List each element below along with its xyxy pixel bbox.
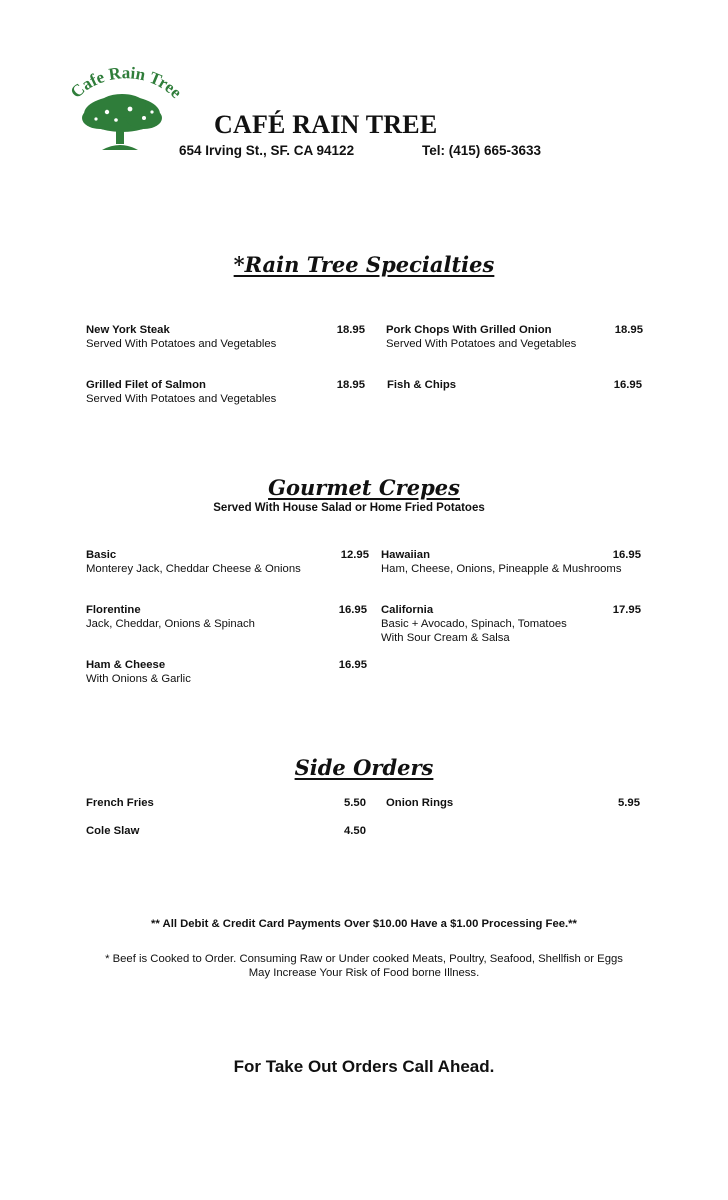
item-price: 5.50: [344, 797, 366, 809]
menu-item: [387, 378, 642, 392]
section-title-specialties: *Rain Tree Specialties: [233, 252, 495, 277]
menu-item: [386, 796, 640, 810]
item-description: Served With Potatoes and Vegetables: [86, 338, 277, 350]
item-description: With Sour Cream & Salsa: [381, 632, 510, 644]
item-description: With Onions & Garlic: [86, 673, 191, 685]
item-name: New York Steak: [86, 324, 170, 336]
item-description: Served With Potatoes and Vegetables: [86, 393, 277, 405]
item-name: Hawaiian: [381, 549, 430, 561]
menu-item: [86, 548, 369, 576]
cafe-logo: [52, 62, 196, 158]
menu-item: [86, 323, 365, 351]
item-name: French Fries: [86, 797, 154, 809]
menu-item: [381, 548, 641, 576]
food-warning-line-1: * Beef is Cooked to Order. Consuming Raw or Under cooked Meats, Poultry, Seafood, Shellfish or Eggs: [105, 953, 623, 965]
menu-item: [86, 824, 366, 838]
phone-number: Tel: (415) 665-3633: [422, 143, 542, 158]
item-description: Basic + Avocado, Spinach, Tomatoes: [381, 618, 567, 630]
page-title: CAFÉ RAIN TREE: [214, 110, 438, 139]
menu-item: [86, 378, 365, 406]
item-name: Grilled Filet of Salmon: [86, 379, 206, 391]
item-price: 16.95: [338, 604, 367, 616]
item-name: California: [381, 604, 434, 616]
menu-item: [381, 603, 641, 645]
item-price: 4.50: [344, 825, 366, 837]
section-title-crepes: Gourmet Crepes: [268, 475, 460, 500]
item-price: 17.95: [612, 604, 641, 616]
menu-item: [86, 658, 367, 686]
item-price: 16.95: [338, 659, 367, 671]
item-name: Onion Rings: [386, 797, 454, 809]
menu-item: [386, 323, 643, 351]
item-price: 18.95: [614, 324, 643, 336]
section-title-sides: Side Orders: [294, 755, 434, 780]
item-description: Jack, Cheddar, Onions & Spinach: [86, 618, 255, 630]
food-warning-line-2: May Increase Your Risk of Food borne Illness.: [248, 967, 480, 979]
item-price: 16.95: [613, 379, 642, 391]
item-description: Monterey Jack, Cheddar Cheese & Onions: [86, 563, 301, 575]
item-description: Served With Potatoes and Vegetables: [386, 338, 577, 350]
item-name: Basic: [86, 549, 117, 561]
item-name: Florentine: [86, 604, 141, 616]
item-name: Pork Chops With Grilled Onion: [386, 324, 552, 336]
item-name: Fish & Chips: [387, 379, 457, 391]
item-name: Ham & Cheese: [86, 659, 166, 671]
item-name: Cole Slaw: [86, 825, 140, 837]
item-price: 18.95: [336, 324, 365, 336]
item-price: 16.95: [612, 549, 641, 561]
item-price: 5.95: [618, 797, 640, 809]
logo-lettering: Cafe Rain Tree: [66, 63, 186, 102]
item-price: 12.95: [340, 549, 369, 561]
item-price: 18.95: [336, 379, 365, 391]
section-subtitle-crepes: Served With House Salad or Home Fried Potatoes: [213, 502, 485, 514]
address: 654 Irving St., SF. CA 94122: [179, 143, 355, 158]
menu-item: [86, 796, 366, 810]
tree-icon: [82, 94, 162, 150]
menu-item: [86, 603, 367, 631]
payment-fee-notice: ** All Debit & Credit Card Payments Over $10.00 Have a $1.00 Processing Fee.**: [151, 918, 577, 930]
item-description: Ham, Cheese, Onions, Pineapple & Mushrooms: [381, 563, 622, 575]
takeout-notice: For Take Out Orders Call Ahead.: [233, 1057, 495, 1076]
